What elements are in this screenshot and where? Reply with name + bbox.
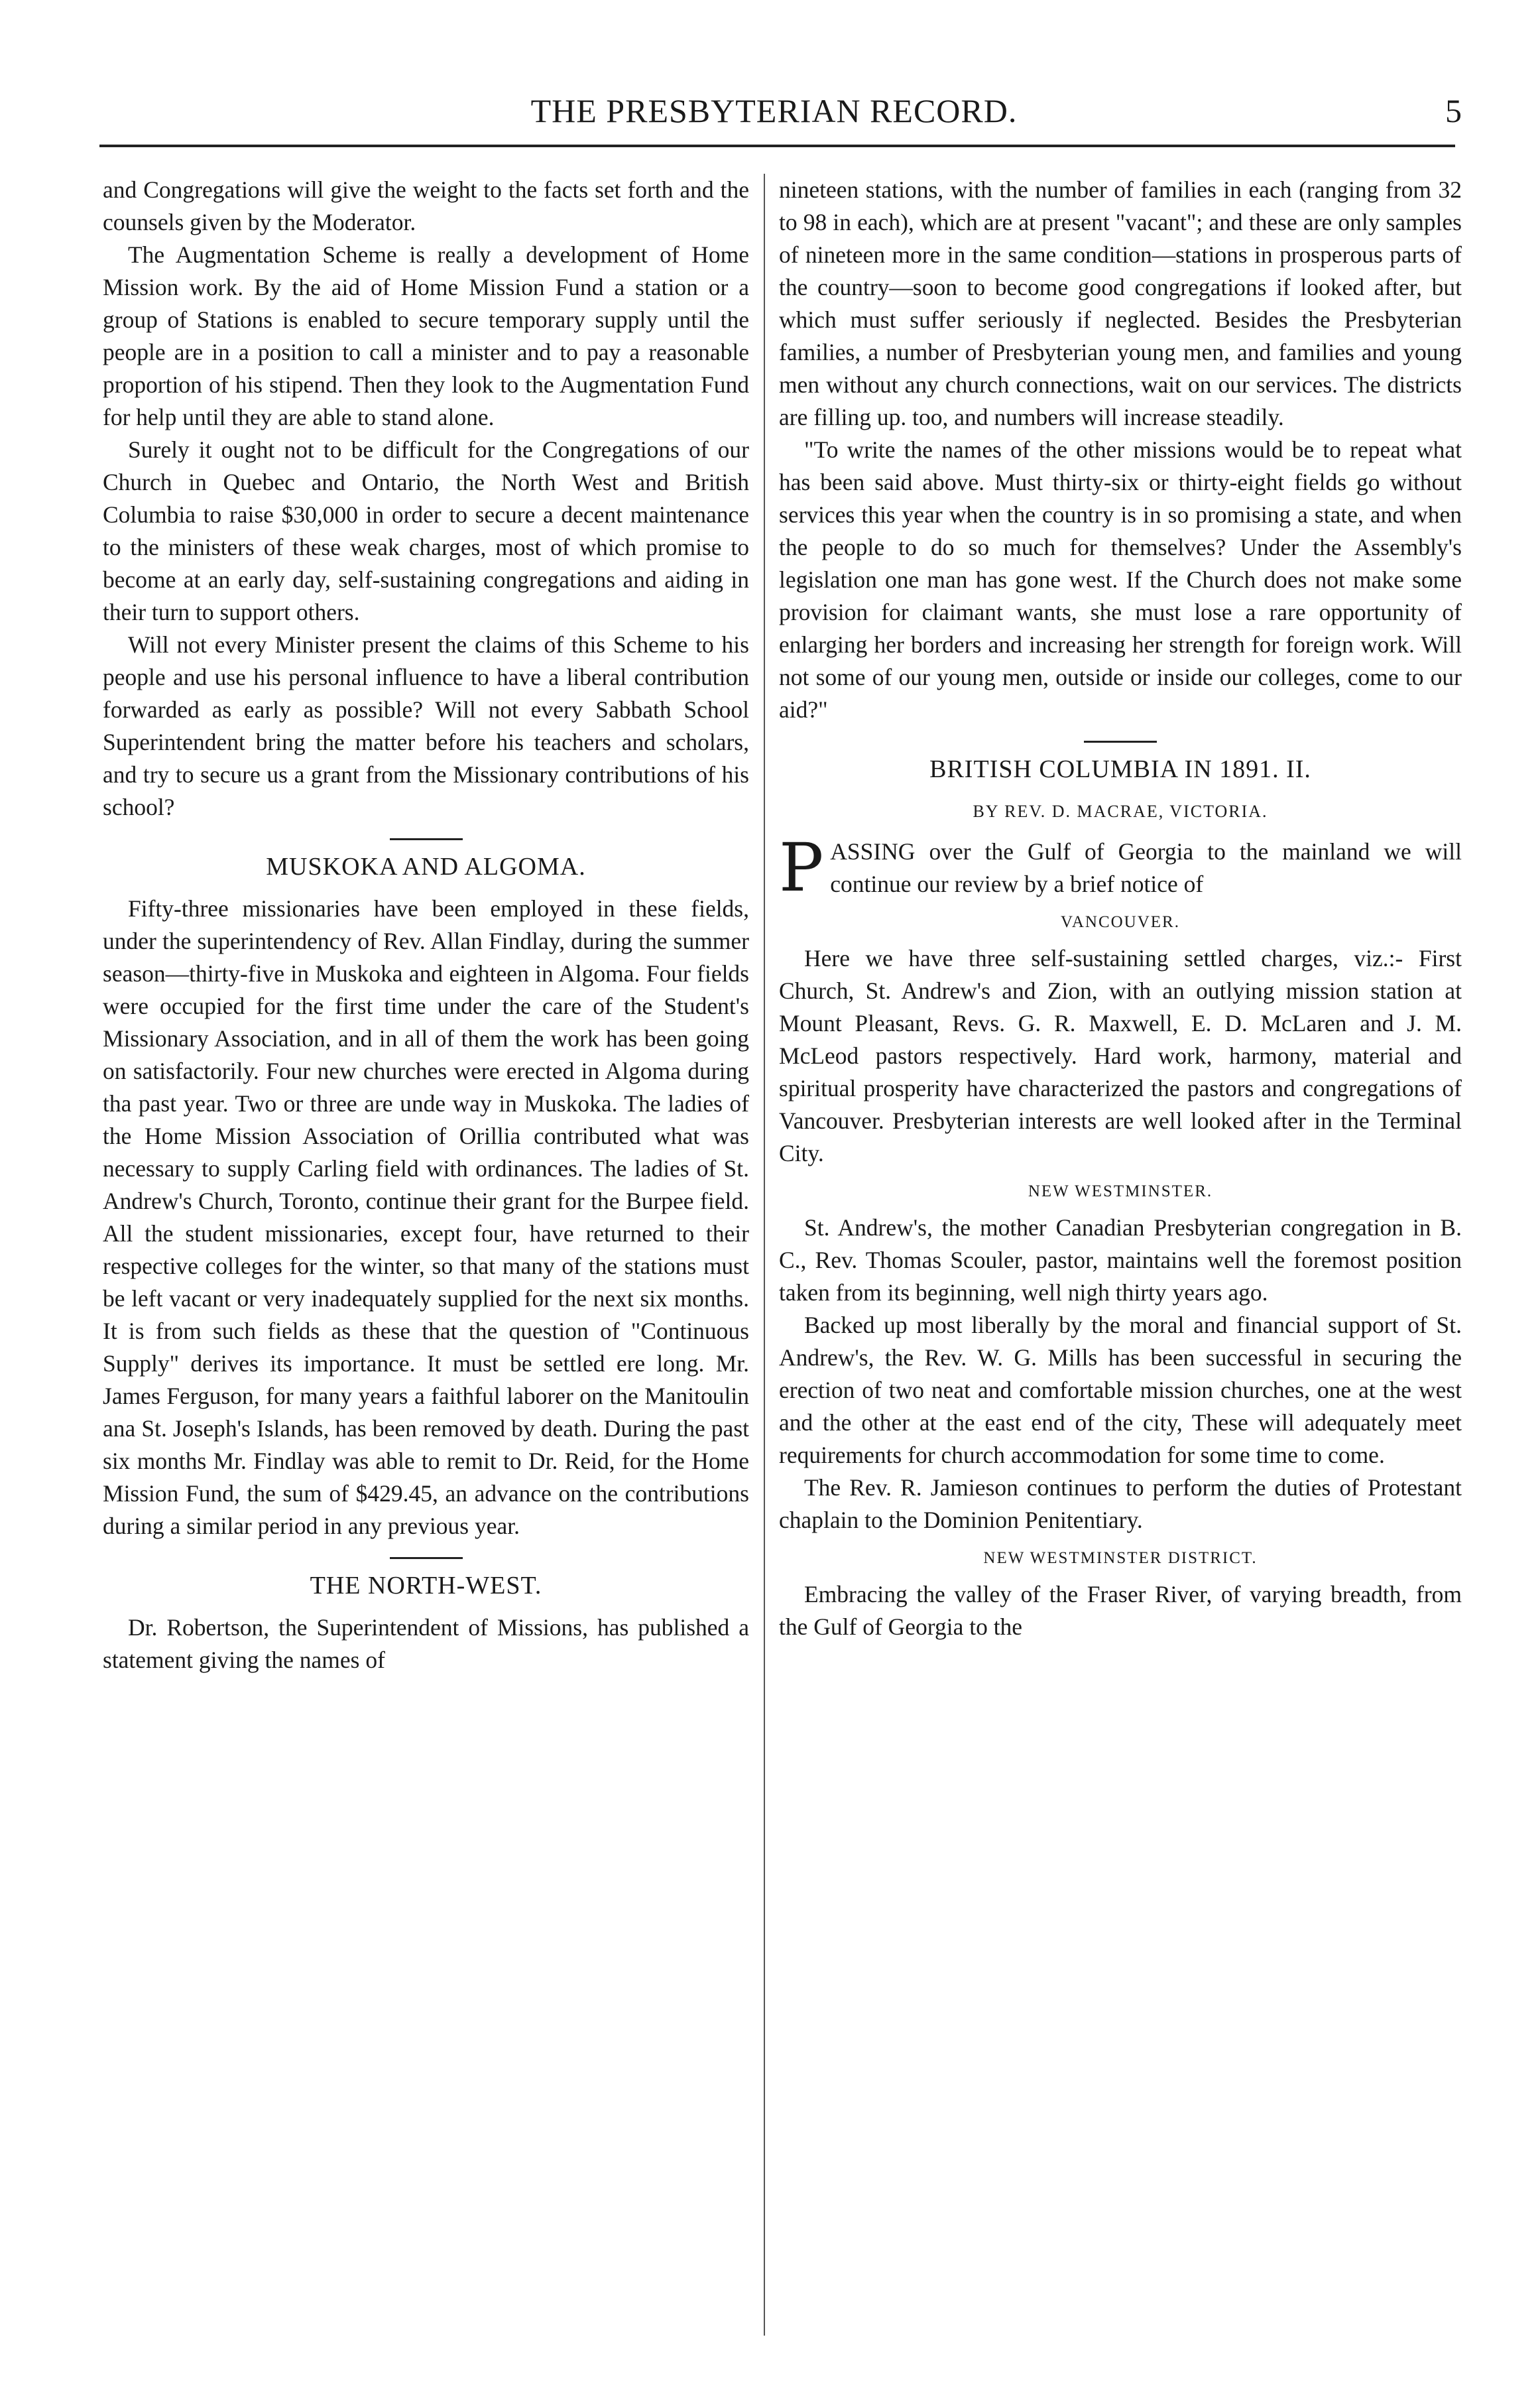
paragraph: Surely it ought not to be difficult for the Congregations of our Church in Quebec and Ontario, the North West and British Columbia to raise $30,000 in order to secure a decent maintenance to the ministers of these weak charges, most of which promise to become at an early day, self-sustaining congregations and aiding in their turn to support others.: [103, 436, 749, 625]
column-divider: [764, 174, 765, 2336]
header-rule: [99, 145, 1455, 147]
subheading-new-westminster-district: NEW WESTMINSTER DISTRICT.: [983, 1549, 1258, 1567]
page-number: 5: [1445, 92, 1462, 129]
paragraph: nineteen stations, with the number of families in each (ranging from 32 to 98 in each), which are at present "vacant"; and these are only samples of nineteen more in the same condition—stations in prosperous parts of the country—soon to become good congregations if looked after, but which must suffer seriously if neglected. Besides the Presbyterian families, a number of Presbyterian young men, and families and young men without any church connections, wait on our services. The districts are filling up. too, and numbers will increase steadily.: [779, 176, 1462, 430]
page-header: [86, 80, 1462, 153]
paragraph: "To write the names of the other missions would be to repeat what has been said above. Must thirty-six or thirty-eight fields go without services this year when the country is in so promising a state, and when the people to do so much for themselves? Under the Assembly's legislation one man has gone west. If the Church does not make some provision for claimant wants, she must lose a rare opportunity of enlarging her borders and increasing her strength for foreign work. Will not some of our young men, outside or inside our colleges, come to our aid?": [779, 436, 1462, 723]
subheading-vancouver: VANCOUVER.: [1061, 913, 1180, 931]
section-heading-muskoka: MUSKOKA AND ALGOMA.: [266, 853, 586, 881]
drop-cap: P: [779, 829, 824, 907]
left-column: [103, 174, 749, 2349]
paragraph: and Congregations will give the weight to the facts set forth and the counsels given by the Moderator.: [103, 176, 749, 235]
section-heading-british-columbia: BRITISH COLUMBIA IN 1891. II.: [929, 755, 1311, 783]
subheading-new-westminster: NEW WESTMINSTER.: [1028, 1182, 1213, 1200]
byline: BY REV. D. MACRAE, VICTORIA.: [973, 802, 1268, 821]
paragraph: Will not every Minister present the claims of this Scheme to his people and use his personal influence to have a liberal contribution forwarded as early as possible? Will not every Sabbath School Superintendent bring the matter before his teachers and scholars, and try to secure us a grant from the Missionary contributions of his school?: [103, 631, 749, 820]
paragraph: The Rev. R. Jamieson continues to perform the duties of Protestant chaplain to the Dominion Penitentiary.: [779, 1474, 1462, 1533]
paragraph: St. Andrew's, the mother Canadian Presbyterian congregation in B. C., Rev. Thomas Scouler, pastor, maintains well the foremost position taken from its beginning, well nigh thirty years ago.: [779, 1214, 1462, 1306]
section-divider: [390, 838, 463, 840]
intro-text: ASSING over the Gulf of Georgia to the mainland we will continue our review by a brief notice of: [830, 838, 1462, 897]
paragraph: Dr. Robertson, the Superintendent of Missions, has published a statement giving the names of: [103, 1614, 749, 1673]
article-intro: [779, 829, 1462, 907]
section-divider: [1084, 741, 1157, 743]
right-column: [779, 174, 1462, 2349]
section-heading-northwest: THE NORTH-WEST.: [310, 1572, 542, 1600]
paragraph: Here we have three self-sustaining settled charges, viz.:- First Church, St. Andrew's and Zion, with an outlying mission station at Mount Pleasant, Revs. G. R. Maxwell, E. D. McLaren and J. M. McLeod pastors respectively. Hard work, harmony, material and spiritual prosperity have characterized the pastors and congregations of Vancouver. Presbyterian interests are well looked after in the Terminal City.: [779, 945, 1462, 1166]
paragraph: Backed up most liberally by the moral and financial support of St. Andrew's, the Rev. W. G. Mills has been successful in securing the erection of two neat and comfortable mission churches, one at the west and the other at the east end of the city, These will adequately meet requirements for church accommodation for some time to come.: [779, 1312, 1462, 1468]
paragraph: The Augmentation Scheme is really a development of Home Mission work. By the aid of Home Mission Fund a station or a group of Stations is enabled to secure temporary supply until the people are in a position to call a minister and to pay a reasonable proportion of his stipend. Then they look to the Augmentation Fund for help until they are able to stand alone.: [103, 241, 749, 430]
paragraph: Fifty-three missionaries have been employed in these fields, under the superintendency of Rev. Allan Findlay, during the summer season—thirty-five in Muskoka and eighteen in Algoma. Four fields were occupied for the first time under the care of the Student's Missionary Association, and in all of them the work has been going on satisfactorily. Four new churches were erected in Algoma during tha past year. Two or three are unde way in Muskoka. The ladies of the Home Mission Association of Orillia contributed what was necessary to supply Carling field with ordinances. The ladies of St. Andrew's Church, Toronto, continue their grant for the Burpee field. All the student missionaries, except four, have returned to their respective colleges for the winter, so that many of the stations must be left vacant or very inadequately supplied for the next six months. It is from such fields as these that the question of "Continuous Supply" derives its importance. It must be settled ere long. Mr. James Ferguson, for many years a faithful laborer on the Manitoulin ana St. Joseph's Islands, has been removed by death. During the past six months Mr. Findlay was able to remit to Dr. Reid, for the Home Mission Fund, the sum of $429.45, an advance on the contributions during a similar period in any previous year.: [103, 895, 749, 1539]
section-divider: [390, 1557, 463, 1559]
publication-title: THE PRESBYTERIAN RECORD.: [530, 92, 1018, 129]
paragraph: Embracing the valley of the Fraser River, of varying breadth, from the Gulf of Georgia to the: [779, 1581, 1462, 1640]
